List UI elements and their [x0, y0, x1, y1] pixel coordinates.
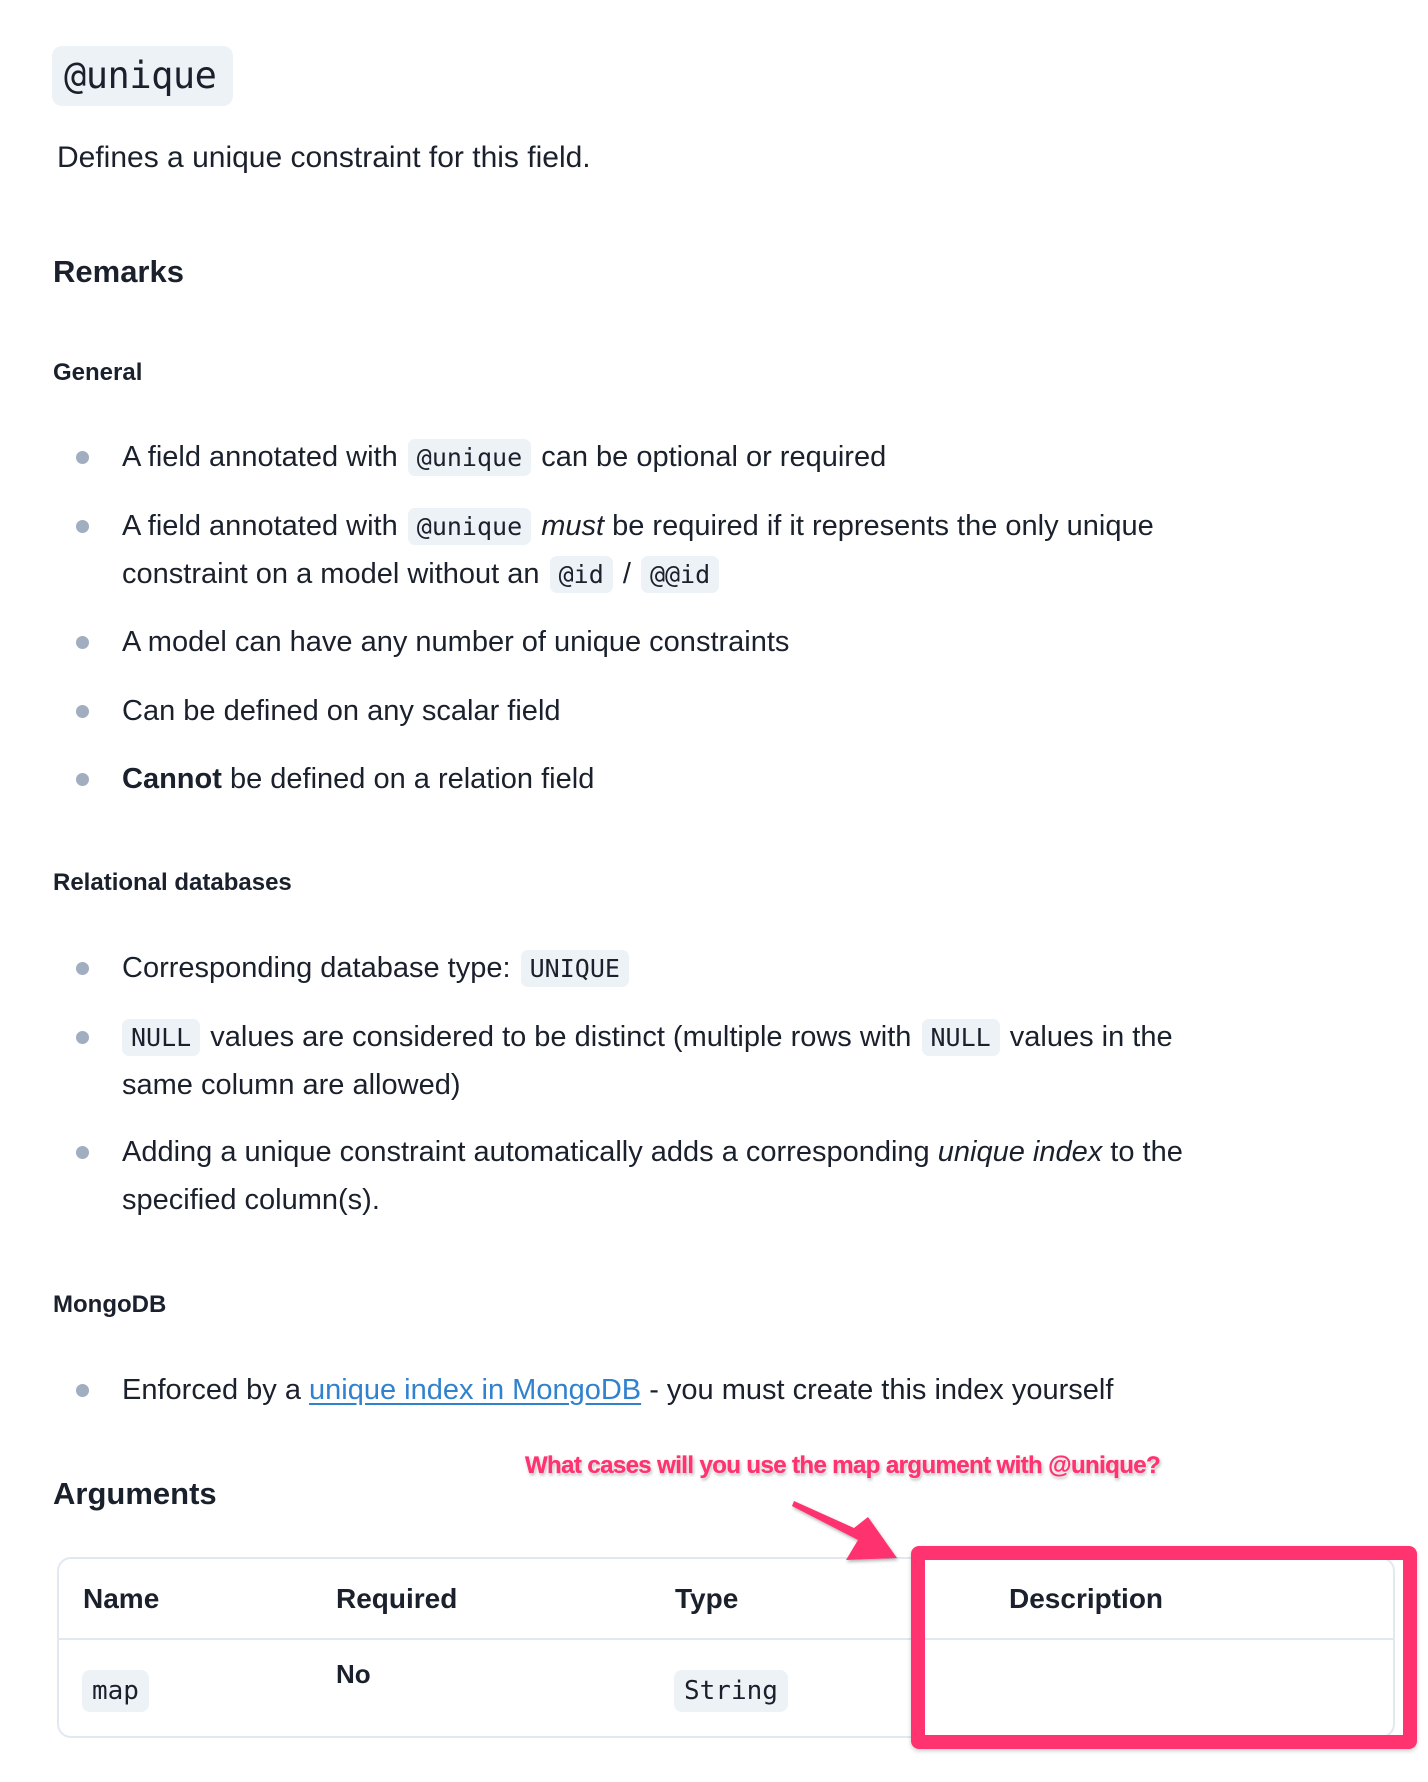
page-title: @unique [52, 46, 233, 106]
list-item-text: can be optional or required [541, 441, 887, 473]
column-header-required: Required [336, 1583, 458, 1614]
bullet-icon [76, 1384, 89, 1397]
argument-required: No [336, 1659, 371, 1689]
list-item [122, 1366, 1382, 1414]
list-item [122, 618, 1382, 666]
strong-text: Cannot [122, 763, 222, 795]
inline-code: @id [550, 556, 613, 593]
general-heading: General [53, 359, 143, 386]
list-item [122, 502, 1382, 598]
bullet-icon [76, 773, 89, 786]
remarks-heading: Remarks [53, 254, 184, 289]
inline-code: @unique [408, 439, 531, 476]
column-header-type: Type [675, 1583, 739, 1614]
list-item [122, 433, 1382, 481]
list-item-text: constraint on a model without an [122, 558, 540, 590]
list-item [122, 1128, 1382, 1224]
bullet-icon [76, 705, 89, 718]
emphasis-text: unique index [937, 1136, 1103, 1168]
argument-type: String [674, 1670, 788, 1712]
emphasis-text: must [541, 510, 605, 542]
list-item [122, 687, 1382, 735]
list-item-text: to the [1110, 1136, 1183, 1168]
inline-code: @unique [408, 508, 531, 545]
list-item-text: values are considered to be distinct (multiple rows with [210, 1021, 912, 1053]
relational-heading: Relational databases [53, 869, 292, 896]
annotation-question: What cases will you use the map argument with @unique? [525, 1452, 1161, 1479]
list-item [122, 944, 1382, 992]
list-item-text: A field annotated with [122, 441, 398, 473]
list-item-text: values in the [1009, 1021, 1173, 1053]
list-item-text: be defined on a relation field [229, 763, 595, 795]
annotation-arrow-icon [780, 1490, 910, 1570]
inline-code: NULL [922, 1019, 1000, 1056]
arguments-heading: Arguments [53, 1476, 217, 1511]
bullet-icon [76, 1031, 89, 1044]
argument-name: map [82, 1670, 149, 1712]
mongodb-unique-index-link[interactable]: unique index in MongoDB [309, 1374, 642, 1406]
list-item [122, 1013, 1382, 1109]
bullet-icon [76, 1146, 89, 1159]
list-item-text: Adding a unique constraint automatically adds a corresponding [122, 1136, 930, 1168]
column-header-description: Description [1009, 1583, 1164, 1614]
bullet-icon [76, 520, 89, 533]
list-item-text: A field annotated with [122, 510, 398, 542]
bullet-icon [76, 962, 89, 975]
inline-code: UNIQUE [521, 950, 629, 987]
highlight-box [911, 1546, 1417, 1749]
bullet-icon [76, 636, 89, 649]
list-item-text: Corresponding database type: [122, 952, 511, 984]
list-item-text: A model can have any number of unique constraints [122, 626, 790, 658]
bullet-icon [76, 451, 89, 464]
list-item-text: - you must create this index yourself [649, 1374, 1114, 1406]
lead-paragraph: Defines a unique constraint for this field. [57, 141, 591, 174]
list-item-text: be required if it represents the only unique [612, 510, 1154, 542]
list-item-text: Enforced by a [122, 1374, 301, 1406]
inline-code: @@id [641, 556, 719, 593]
mongodb-heading: MongoDB [53, 1291, 167, 1318]
column-header-name: Name [83, 1583, 160, 1614]
list-item [122, 755, 1382, 803]
list-item-text: Can be defined on any scalar field [122, 695, 561, 727]
inline-code: NULL [122, 1019, 200, 1056]
list-item-text: specified column(s). [122, 1184, 380, 1216]
list-item-text: same column are allowed) [122, 1069, 461, 1101]
separator-text: / [622, 558, 631, 590]
